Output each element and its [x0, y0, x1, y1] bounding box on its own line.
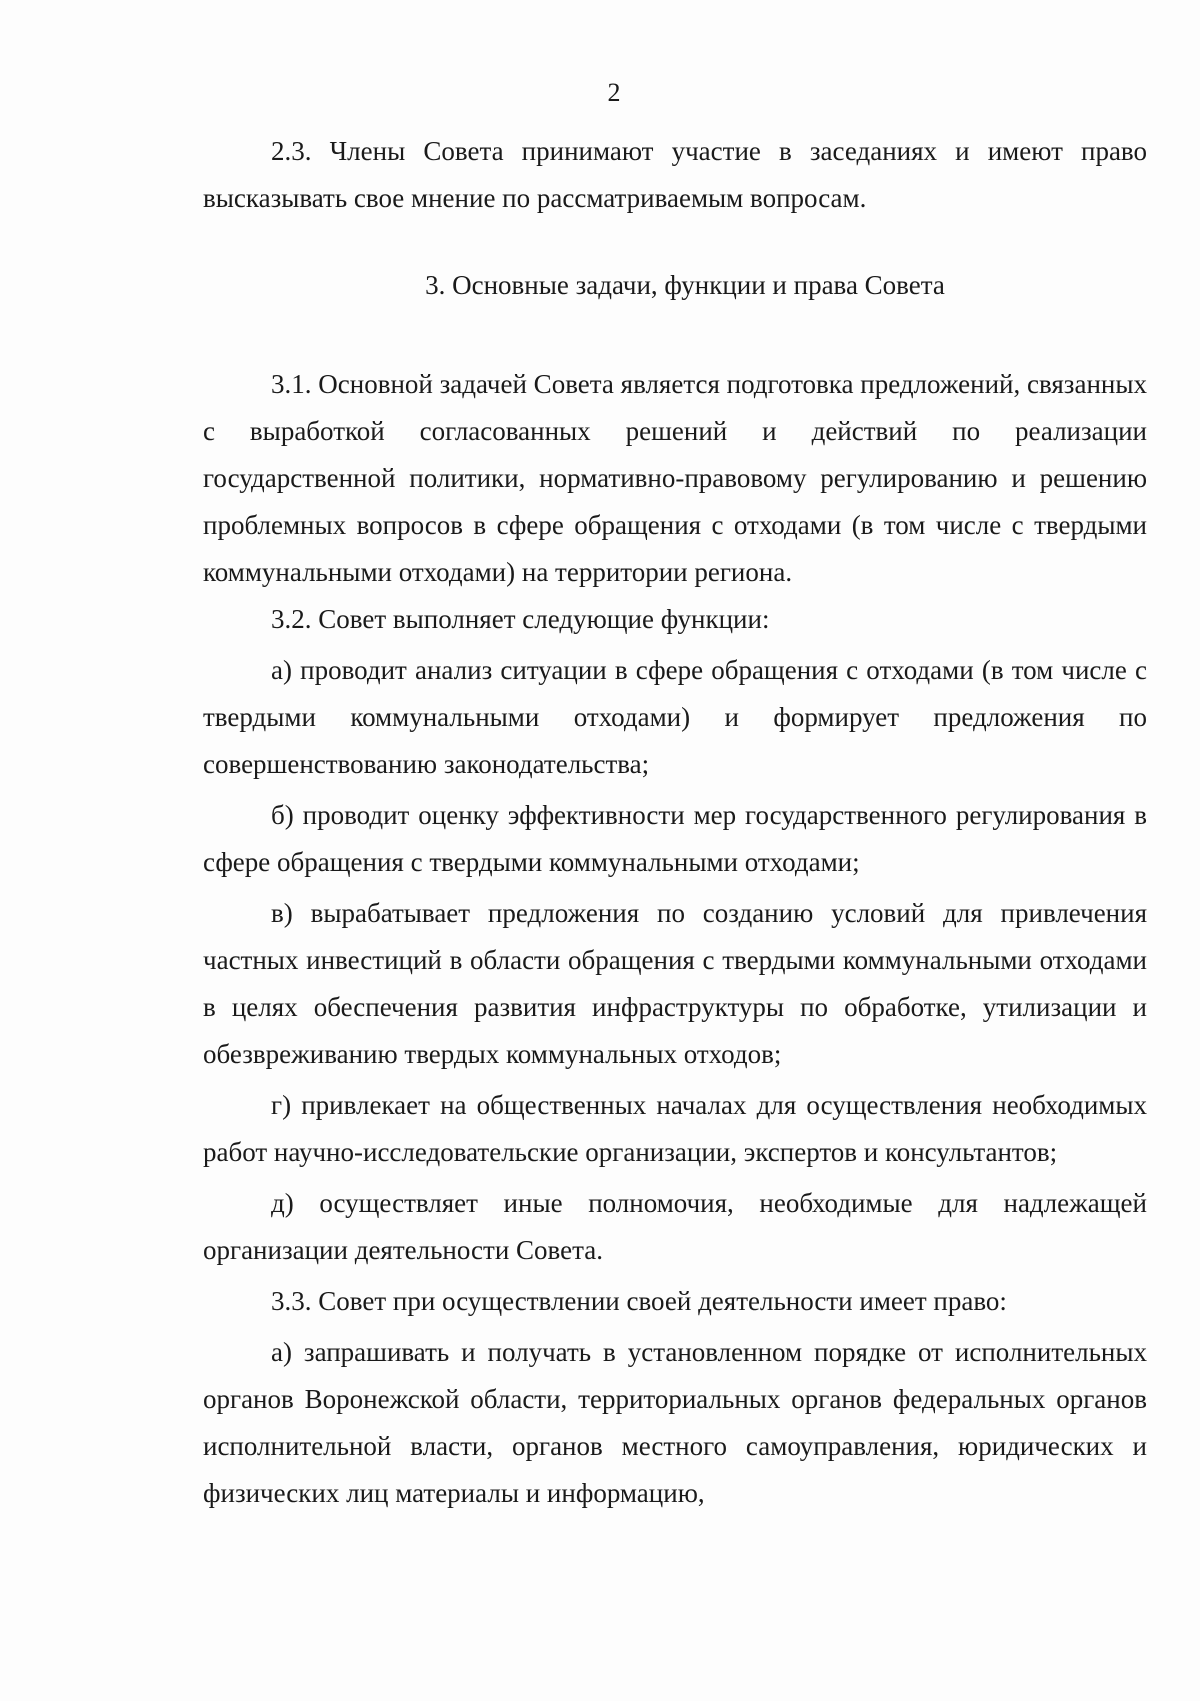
paragraph-3-2-b: б) проводит оценку эффективности мер государственного регулирования в сфере обращения с твердыми коммунальными отходами;: [203, 800, 1147, 877]
paragraph-3-1: 3.1. Основной задачей Совета является подготовка предложений, связанных с выработкой согласованных решений и действий по реализации государственной политики, нормативно-правовому регулированию и решению проблемных вопросов в сфере обращения с отходами (в том числе с твердыми коммунальными отходами) на территории региона.: [203, 369, 1147, 587]
paragraph-3-3-a: а) запрашивать и получать в установленном порядке от исполнительных органов Воронежской области, территориальных органов федеральных органов исполнительной власти, органов местного самоуправления, юридических и физических лиц материалы и информацию,: [203, 1337, 1147, 1508]
page-number: 2: [607, 78, 621, 107]
paragraph-3-2: 3.2. Совет выполняет следующие функции:: [271, 604, 770, 634]
paragraph-3-2-g: г) привлекает на общественных началах для осуществления необходимых работ научно-исследовательские организации, экспертов и консультантов;: [203, 1090, 1147, 1167]
section-heading-3: 3. Основные задачи, функции и права Совета: [425, 270, 945, 300]
paragraph-2-3: 2.3. Члены Совета принимают участие в заседаниях и имеют право высказывать свое мнение по рассматриваемым вопросам.: [203, 136, 1147, 213]
paragraph-3-2-v: в) вырабатывает предложения по созданию условий для привлечения частных инвестиций в области обращения с твердыми коммунальными отходами в целях обеспечения развития инфраструктуры по обработке, утилизации и обезвреживанию твердых коммунальных отходов;: [203, 898, 1147, 1069]
paragraph-3-2-d: д) осуществляет иные полномочия, необходимые для надлежащей организации деятельности Совета.: [203, 1188, 1147, 1265]
document-body: [203, 128, 1147, 1517]
paragraph-3-2-a: а) проводит анализ ситуации в сфере обращения с отходами (в том числе с твердыми коммунальными отходами) и формирует предложения по совершенствованию законодательства;: [203, 655, 1147, 779]
paragraph-3-3: 3.3. Совет при осуществлении своей деятельности имеет право:: [271, 1286, 1007, 1316]
